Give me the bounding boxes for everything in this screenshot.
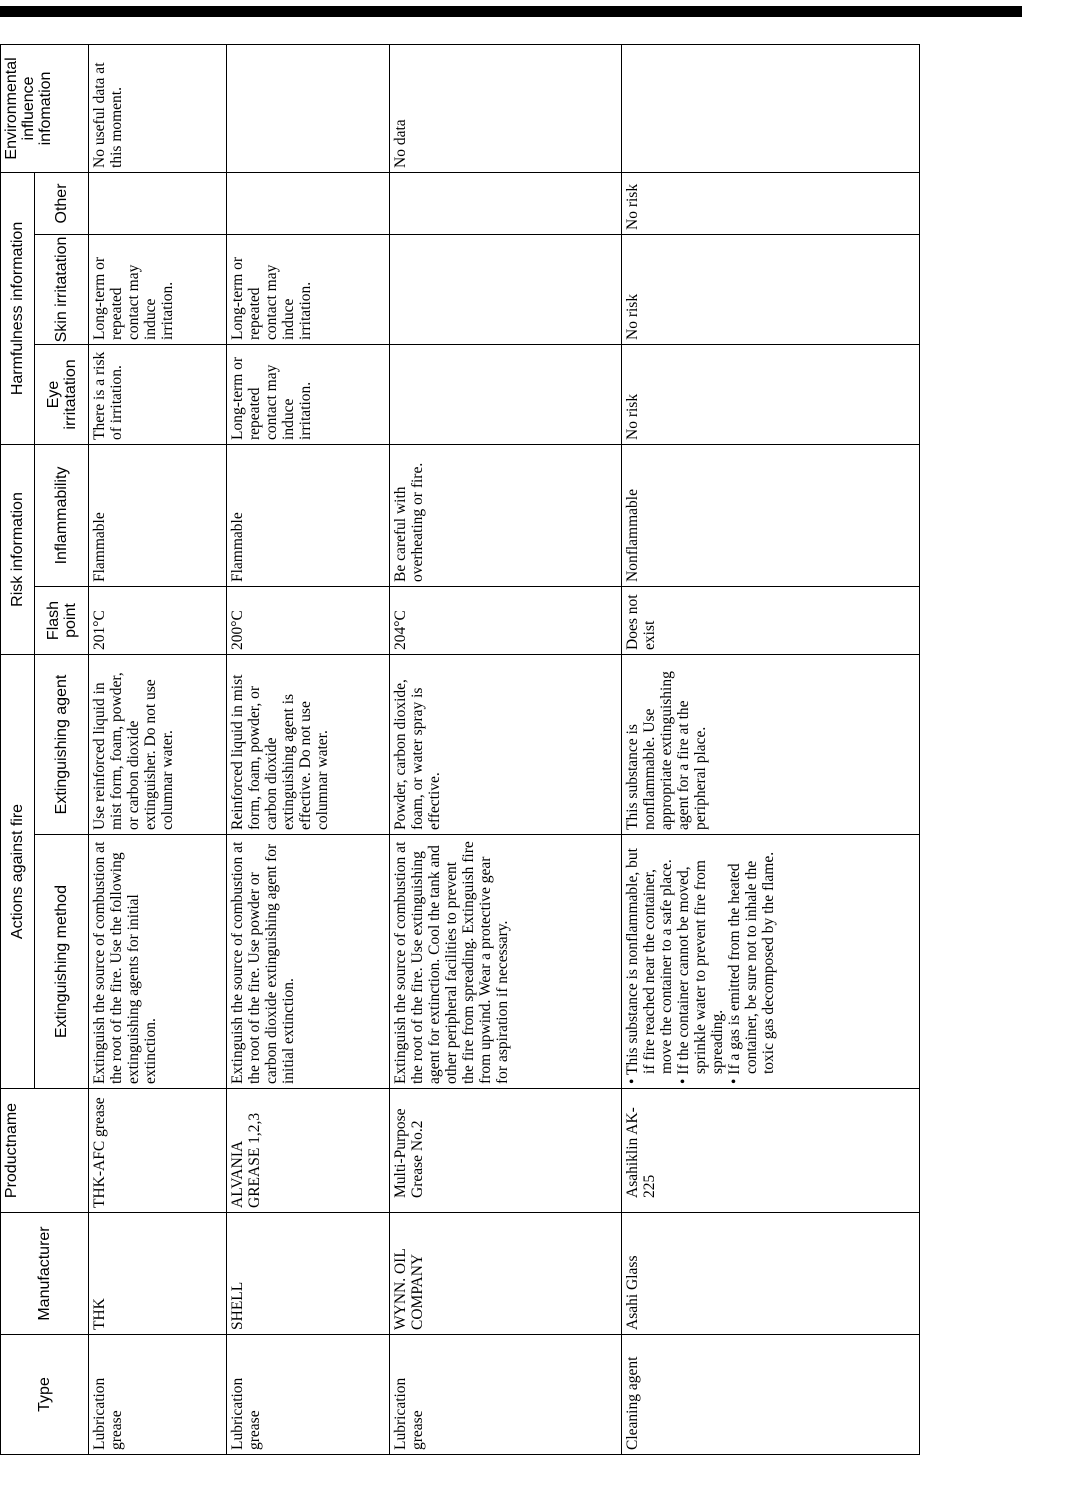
cell-manufacturer: WYNN. OIL COMPANY (390, 1213, 622, 1335)
cell-inflammability: Flammable (227, 444, 390, 586)
cell-type: Lubrication grease (227, 1335, 390, 1455)
method-bullet: • This substance is nonflammable, but if fire reached near the container, move the container to a safe place. (624, 840, 675, 1084)
table-row (390, 44, 622, 1454)
cell-skin-irritation: Long-term or repeated contact may induce irritation. (89, 234, 227, 344)
cell-eye-irritation (390, 344, 622, 444)
cell-extinguishing-method: Extinguish the source of combustion at the root of the fire. Use powder or carbon dioxide extinguishing agent for initial extinction. (227, 835, 390, 1089)
header-row-1 (1, 44, 35, 1454)
cell-inflammability: Nonflammable (622, 444, 920, 586)
header-eye-irritation: Eye irritatation (35, 344, 89, 444)
safety-data-table (0, 44, 920, 1455)
cell-environmental (622, 44, 920, 172)
cell-flash-point: 201°C (89, 587, 227, 655)
cell-inflammability: Flammable (89, 444, 227, 586)
header-productname: Productname (1, 1089, 89, 1213)
top-rule (0, 6, 1022, 17)
cell-extinguishing-method: Extinguish the source of combustion at the root of the fire. Use extinguishing agent for extinction. Cool the tank and other peripheral facilities to prevent the fire from spreading. Extinguish fire from upwind. Wear a protective gear for aspiration if necessary. (390, 835, 622, 1089)
cell-other (390, 172, 622, 234)
cell-flash-point: Does not exist (622, 587, 920, 655)
cell-eye-irritation: There is a risk of irritation. (89, 344, 227, 444)
cell-extinguishing-method (622, 835, 920, 1089)
cell-extinguishing-method: Extinguish the source of combustion at the root of the fire. Use the following extinguishing agents for initial extinction. (89, 835, 227, 1089)
cell-flash-point: 204°C (390, 587, 622, 655)
cell-extinguishing-agent: Reinforced liquid in mist form, foam, powder, or carbon dioxide extinguishing agent is effective. Do not use columnar water. (227, 655, 390, 835)
cell-other: No risk (622, 172, 920, 234)
table-row (89, 44, 227, 1454)
cell-extinguishing-agent: Powder, carbon dioxide, foam, or water spray is effective. (390, 655, 622, 835)
cell-skin-irritation (390, 234, 622, 344)
cell-eye-irritation: No risk (622, 344, 920, 444)
cell-manufacturer: THK (89, 1213, 227, 1335)
cell-other (89, 172, 227, 234)
cell-product: Multi-Purpose Grease No.2 (390, 1089, 622, 1213)
header-environmental-influence: Environmental influence infomation (1, 44, 89, 172)
cell-environmental: No data (390, 44, 622, 172)
method-bullet-list (624, 840, 777, 1084)
cell-environmental: No useful data at this moment. (89, 44, 227, 172)
cell-inflammability: Be careful with overheating or fire. (390, 444, 622, 586)
header-other: Other (35, 172, 89, 234)
cell-manufacturer: Asahi Glass (622, 1213, 920, 1335)
cell-extinguishing-agent: This substance is nonflammable. Use appropriate extinguishing agent for a fire at the peripheral place. (622, 655, 920, 835)
cell-skin-irritation: No risk (622, 234, 920, 344)
header-type: Type (1, 1335, 89, 1455)
header-skin-irritation: Skin irritatation (35, 234, 89, 344)
header-harmfulness-information: Harmfulness information (1, 172, 35, 444)
header-flash-point: Flash point (35, 587, 89, 655)
table-row (622, 44, 920, 1454)
cell-type: Lubrication grease (89, 1335, 227, 1455)
cell-type: Lubrication grease (390, 1335, 622, 1455)
header-extinguishing-method: Extinguishing method (35, 835, 89, 1089)
method-bullet: • If a gas is emitted from the heated container, be sure not to inhale the toxic gas decomposed by the flame. (726, 840, 777, 1084)
header-actions-against-fire: Actions against fire (1, 655, 35, 1089)
header-inflammability: Inflammability (35, 444, 89, 586)
cell-product: ALVANIA GREASE 1,2,3 (227, 1089, 390, 1213)
cell-environmental (227, 44, 390, 172)
cell-other (227, 172, 390, 234)
header-risk-information: Risk information (1, 444, 35, 654)
table-row (227, 44, 390, 1454)
cell-extinguishing-agent: Use reinforced liquid in mist form, foam, powder, or carbon dioxide extinguisher. Do not use columnar water. (89, 655, 227, 835)
cell-product: THK-AFC grease (89, 1089, 227, 1213)
cell-type: Cleaning agent (622, 1335, 920, 1455)
cell-eye-irritation: Long-term or repeated contact may induce irritation. (227, 344, 390, 444)
cell-flash-point: 200°C (227, 587, 390, 655)
cell-manufacturer: SHELL (227, 1213, 390, 1335)
cell-skin-irritation: Long-term or repeated contact may induce irritation. (227, 234, 390, 344)
method-bullet: • If the container cannot be moved, sprinkle water to prevent fire from spreading. (675, 840, 726, 1084)
rotated-table-container (0, 45, 920, 1455)
header-extinguishing-agent: Extinguishing agent (35, 655, 89, 835)
header-manufacturer: Manufacturer (1, 1213, 89, 1335)
cell-product: Asahiklin AK-225 (622, 1089, 920, 1213)
